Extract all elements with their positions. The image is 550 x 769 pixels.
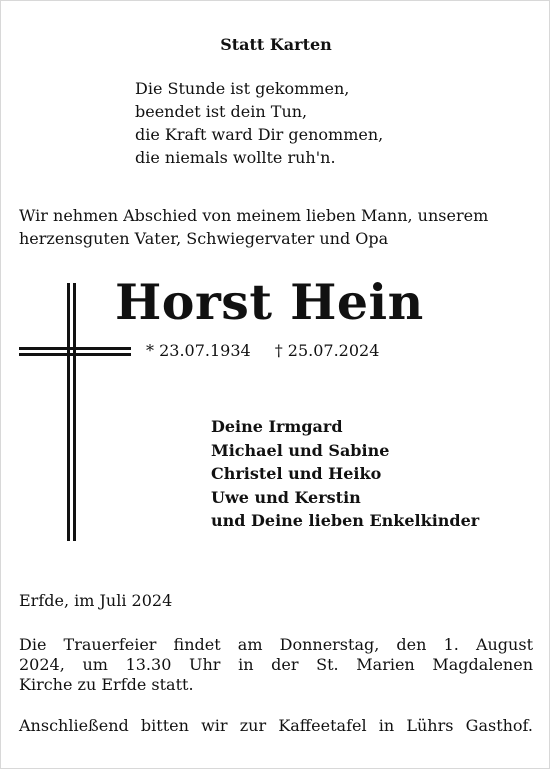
family-member: und Deine lieben Enkelkinder <box>211 511 480 530</box>
service-line: Die Trauerfeier findet am Donnerstag, den 1. August <box>19 635 533 654</box>
service-line: Kirche zu Erfde statt. <box>19 675 194 694</box>
service-line: 2024, um 13.30 Uhr in der St. Marien Magdalenen <box>19 655 533 674</box>
reception-info: Anschließend bitten wir zur Kaffeetafel in Lührs Gasthof. <box>19 716 533 735</box>
notice-heading: Statt Karten <box>220 35 332 54</box>
place-date: Erfde, im Juli 2024 <box>19 591 173 610</box>
poem-line: die niemals wollte ruh'n. <box>135 148 336 167</box>
poem-line: beendet ist dein Tun, <box>135 102 308 121</box>
poem-verse <box>135 77 383 169</box>
family-list <box>211 415 479 533</box>
family-member: Uwe und Kerstin <box>211 487 361 507</box>
intro-line: Wir nehmen Abschied von meinem lieben Mann, unserem <box>19 206 489 225</box>
poem-line: die Kraft ward Dir genommen, <box>135 125 384 144</box>
death-date: † 25.07.2024 <box>274 341 380 360</box>
intro-text <box>19 204 539 250</box>
family-member: Michael und Sabine <box>211 440 390 460</box>
intro-line: herzensguten Vater, Schwiegervater und Opa <box>19 229 389 248</box>
service-info <box>19 635 533 695</box>
birth-date: * 23.07.1934 <box>146 341 251 360</box>
family-member: Deine Irmgard <box>211 417 343 436</box>
deceased-name: Horst Hein <box>115 273 424 331</box>
family-member: Christel und Heiko <box>211 464 382 483</box>
life-dates <box>146 341 379 360</box>
poem-line: Die Stunde ist gekommen, <box>135 79 350 98</box>
